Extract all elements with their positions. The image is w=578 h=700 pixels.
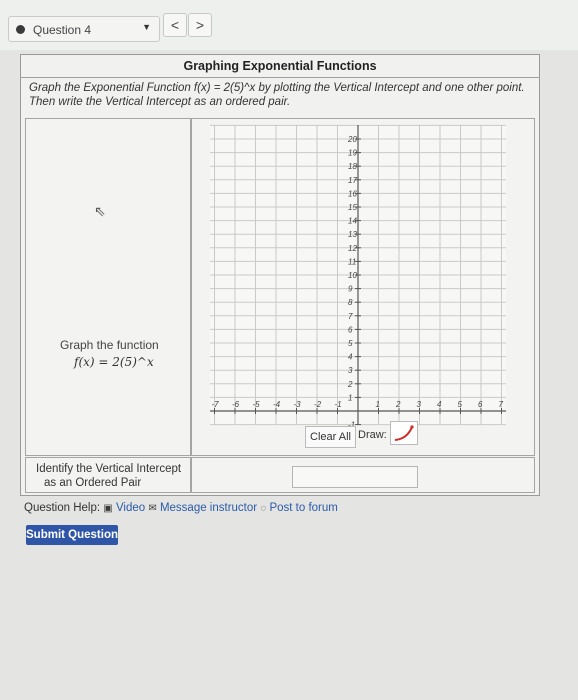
instructions: Graph the Exponential Function f(x) = 2(5)^x by plotting the Vertical Intercept and one other point. Then write the Vertical Intercept as an ordered pair. xyxy=(29,82,525,108)
x-tick-label: 6 xyxy=(478,400,483,409)
draw-curve-tool[interactable] xyxy=(390,421,418,445)
x-tick-label: 1 xyxy=(375,400,380,409)
y-tick-label: 4 xyxy=(348,352,353,362)
top-bar xyxy=(0,0,578,50)
vertical-intercept-input[interactable] xyxy=(292,466,418,488)
x-tick-label: -6 xyxy=(232,400,240,409)
y-tick-label: 18 xyxy=(348,162,357,172)
y-tick-label: 17 xyxy=(348,175,357,185)
y-tick-label: 14 xyxy=(348,216,357,226)
identify-label-line1: Identify the Vertical Intercept xyxy=(36,463,182,475)
help-label: Question Help: xyxy=(24,502,101,514)
question-help-row xyxy=(24,502,338,514)
prev-question-button[interactable]: < xyxy=(163,13,187,37)
graph-cell xyxy=(191,118,535,456)
x-tick-label: -1 xyxy=(334,400,342,409)
graph-function-label: Graph the function xyxy=(60,338,159,352)
y-tick-label: 3 xyxy=(348,366,353,376)
y-tick-label: 8 xyxy=(348,298,353,308)
forum-icon: ◌ xyxy=(260,503,267,514)
y-tick-label: 5 xyxy=(348,339,353,348)
identify-label-line2: as an Ordered Pair xyxy=(44,477,142,489)
x-tick-label: 5 xyxy=(457,400,462,409)
y-tick-label: 16 xyxy=(348,189,357,199)
question-panel xyxy=(20,54,540,496)
x-tick-label: 2 xyxy=(396,400,401,409)
x-tick-label: -3 xyxy=(293,400,301,409)
y-tick-label: 10 xyxy=(348,271,357,280)
y-tick-label: 7 xyxy=(348,311,353,321)
question-selector[interactable] xyxy=(8,16,160,42)
y-tick-label: 20 xyxy=(348,135,357,144)
submit-question-button[interactable]: Submit Question xyxy=(26,525,118,545)
x-tick-label: -7 xyxy=(211,400,219,409)
function-cell xyxy=(25,118,191,456)
y-tick-label: 15 xyxy=(348,203,357,212)
caret-down-icon: ▼ xyxy=(142,22,151,32)
draw-label: Draw: xyxy=(358,429,387,441)
post-to-forum-link[interactable]: Post to forum xyxy=(269,502,338,514)
x-tick-label: 4 xyxy=(437,400,442,409)
next-question-button[interactable]: > xyxy=(188,13,212,37)
x-tick-label: 3 xyxy=(416,400,421,409)
x-tick-label: -5 xyxy=(252,400,260,409)
y-tick-label: 6 xyxy=(348,325,353,335)
video-icon: ▣ xyxy=(103,503,113,514)
status-dot-icon xyxy=(16,25,25,34)
x-tick-label: -4 xyxy=(273,400,281,409)
y-tick-label: 9 xyxy=(348,284,353,294)
function-expression: f(x) = 2(5)^x xyxy=(74,355,154,369)
answer-cell xyxy=(191,457,535,493)
message-instructor-link[interactable]: Message instructor xyxy=(159,502,258,514)
y-tick-label: 12 xyxy=(348,243,357,253)
y-tick-label: 2 xyxy=(348,379,353,389)
y-tick-label: 19 xyxy=(348,148,357,158)
envelope-icon: ✉ xyxy=(148,503,157,514)
y-tick-label: 1 xyxy=(348,393,353,403)
x-tick-label: -2 xyxy=(314,400,322,409)
question-label: Question 4 xyxy=(33,23,92,37)
panel-title: Graphing Exponential Functions xyxy=(21,55,539,78)
identify-cell xyxy=(25,457,191,493)
x-tick-label: 7 xyxy=(498,400,503,409)
y-tick-label: 11 xyxy=(348,257,357,267)
y-tick-label: 13 xyxy=(348,230,357,240)
clear-all-button[interactable]: Clear All xyxy=(305,426,356,448)
curve-tool-icon xyxy=(391,422,417,444)
mouse-pointer-icon: ⇖ xyxy=(94,203,106,219)
graph-canvas[interactable] xyxy=(210,125,506,425)
video-link[interactable]: Video xyxy=(115,502,146,514)
